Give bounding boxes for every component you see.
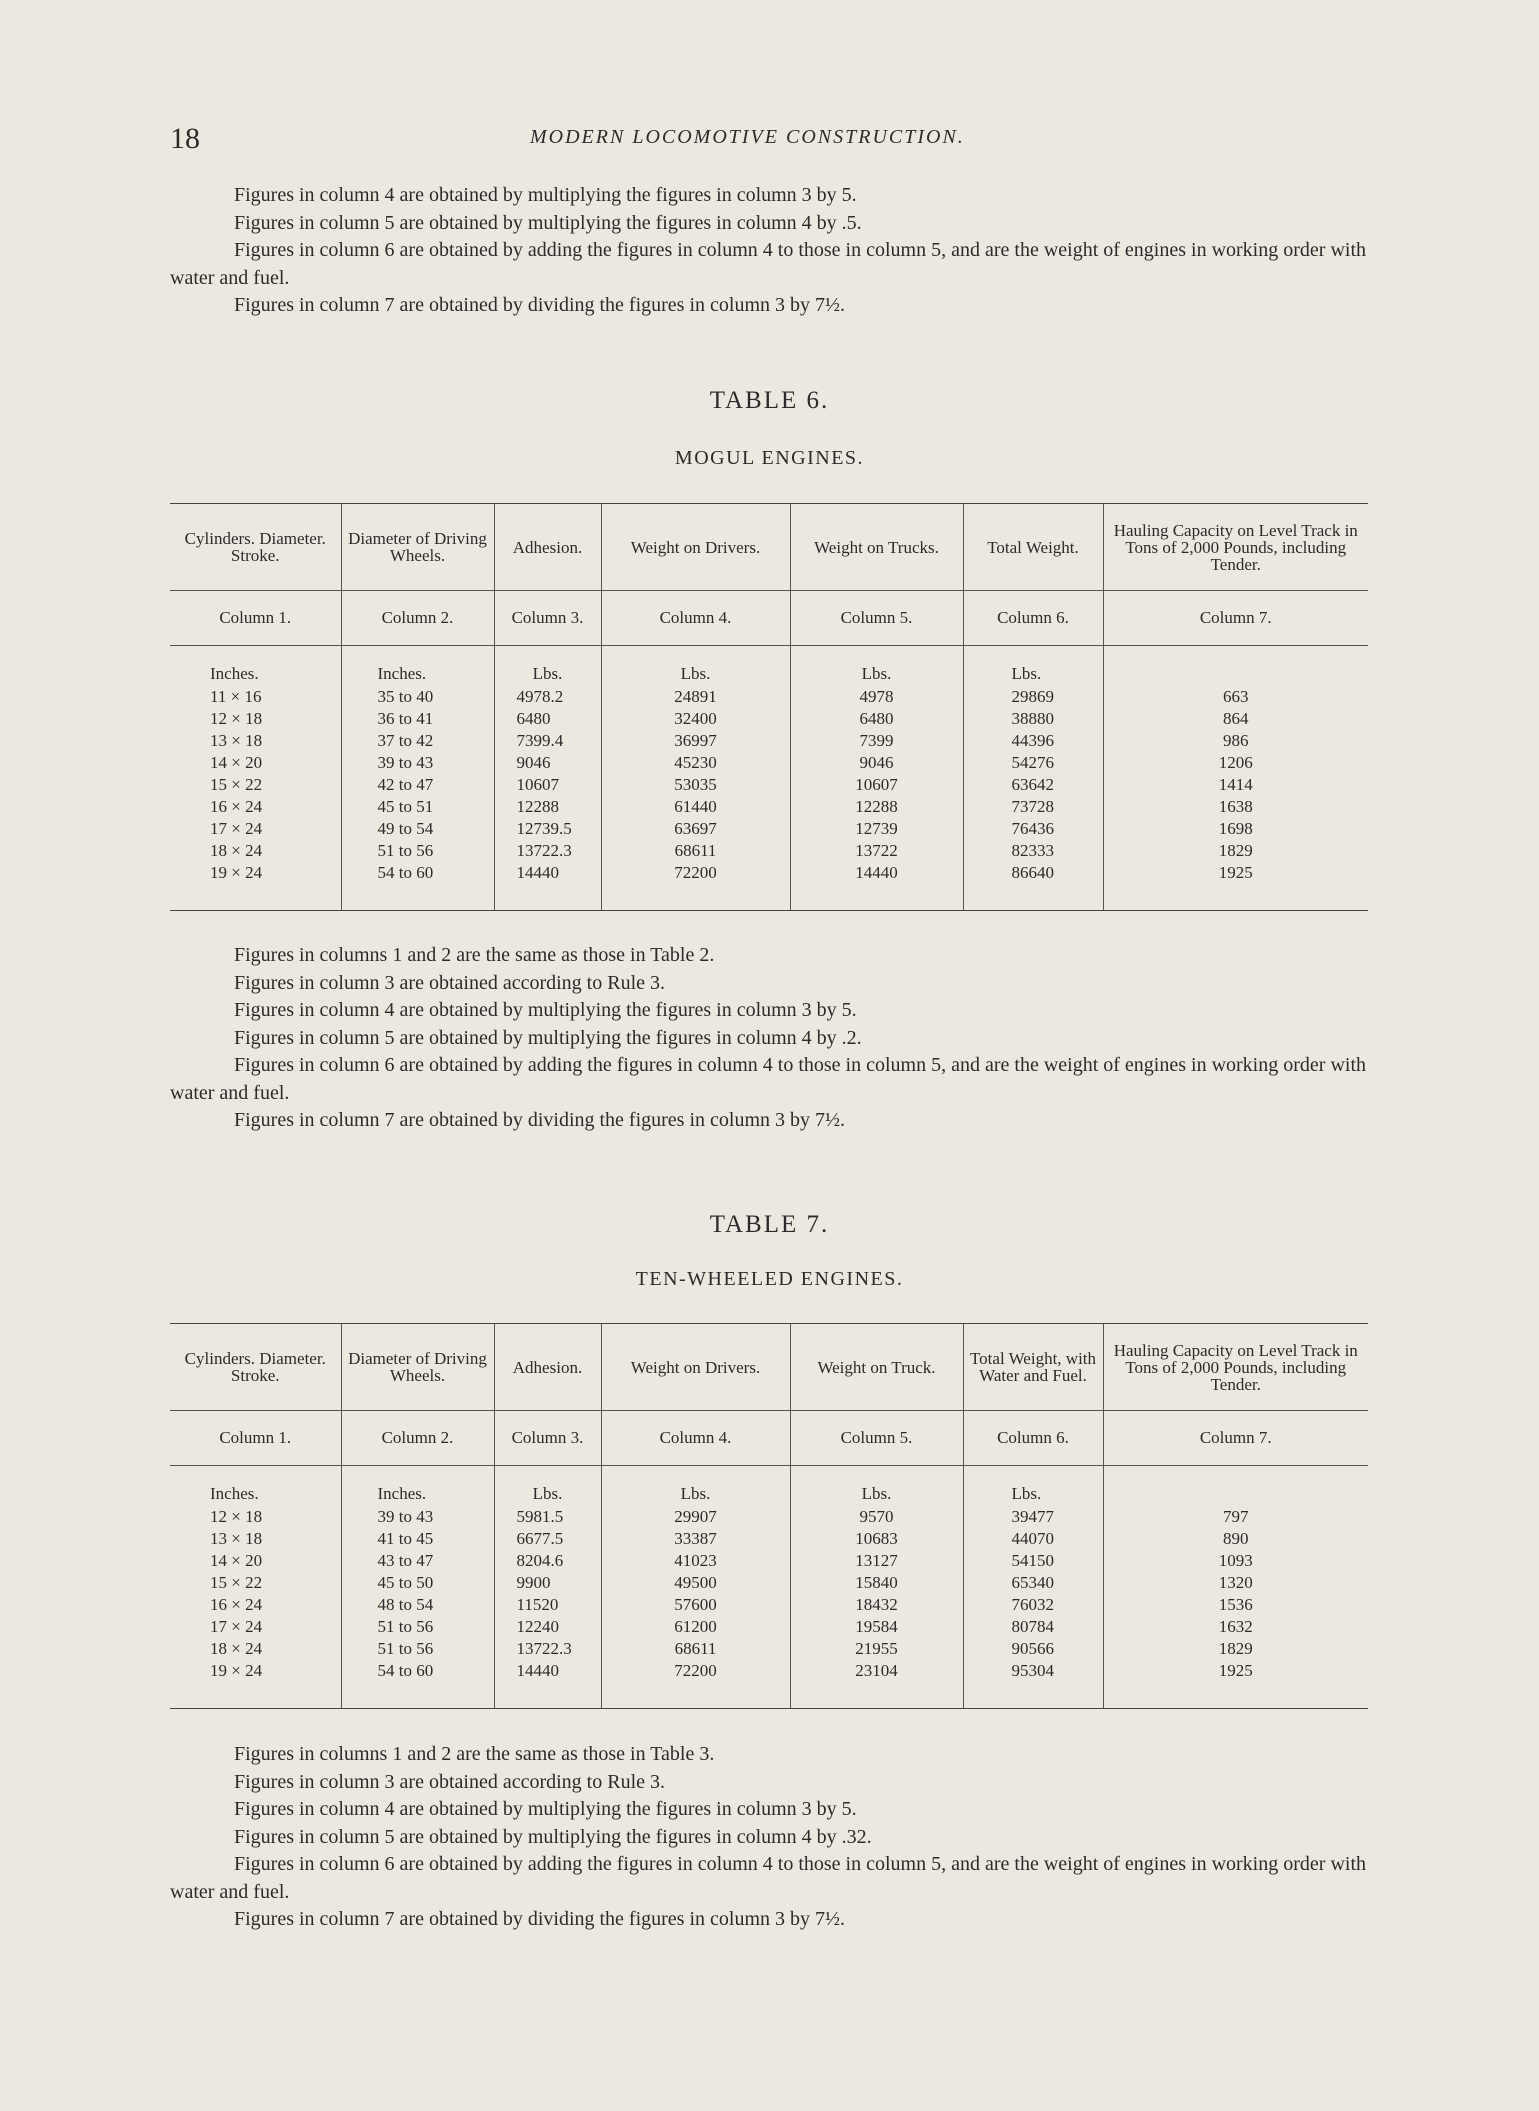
adhesion-cell: 9900 (494, 1572, 601, 1594)
total-weight-cell: 54276 (963, 752, 1103, 774)
driving-wheels-cell: 54 to 60 (341, 1660, 494, 1682)
table-row (170, 708, 1368, 730)
weight-truck-cell: 23104 (790, 1660, 963, 1682)
cylinders-cell: 14 × 20 (210, 1551, 263, 1570)
total-weight-cell: 95304 (963, 1660, 1103, 1682)
note-paragraph: Figures in column 4 are obtained by multiplying the figures in column 3 by 5. (234, 999, 857, 1021)
driving-wheels-cell: 42 to 47 (341, 774, 494, 796)
table-row (170, 862, 1368, 884)
weight-drivers-cell: 29907 (601, 1506, 790, 1528)
column-number: Column 6. (963, 1411, 1103, 1466)
unit-cell: Lbs. (790, 646, 963, 687)
table6-title: TABLE 6. (709, 387, 830, 414)
table-row (170, 774, 1368, 796)
hauling-capacity-cell: 1925 (1103, 1660, 1368, 1682)
table-footer-row (170, 884, 1368, 911)
units-row (170, 1466, 1368, 1507)
table-row (170, 1616, 1368, 1638)
table-row (170, 840, 1368, 862)
total-weight-cell: 39477 (963, 1506, 1103, 1528)
adhesion-cell: 6480 (494, 708, 601, 730)
weight-trucks-cell: 7399 (790, 730, 963, 752)
table6-subtitle: MOGUL ENGINES. (674, 447, 865, 469)
adhesion-cell: 13722.3 (494, 840, 601, 862)
cylinders-cell: 15 × 22 (210, 1573, 263, 1592)
adhesion-cell: 14440 (494, 1660, 601, 1682)
driving-wheels-cell: 39 to 43 (341, 1506, 494, 1528)
column-number: Column 2. (341, 1411, 494, 1466)
unit-cell (1103, 1466, 1368, 1507)
driving-wheels-cell: 48 to 54 (341, 1594, 494, 1616)
total-weight-cell: 29869 (963, 686, 1103, 708)
note-paragraph: Figures in column 6 are obtained by adding the figures in column 4 to those in column 5, and are the weight of engines in working order with water and fuel. (170, 239, 1366, 289)
table-footer-row (170, 1682, 1368, 1709)
total-weight-cell: 90566 (963, 1638, 1103, 1660)
intro-notes (170, 182, 1366, 320)
unit-cell: Lbs. (963, 1466, 1103, 1507)
weight-drivers-cell: 61200 (601, 1616, 790, 1638)
weight-drivers-cell: 72200 (601, 862, 790, 884)
weight-truck-cell: 19584 (790, 1616, 963, 1638)
note-paragraph: Figures in columns 1 and 2 are the same as those in Table 2. (234, 944, 715, 966)
total-weight-cell: 65340 (963, 1572, 1103, 1594)
total-weight-cell: 76436 (963, 818, 1103, 840)
hauling-capacity-cell: 1698 (1103, 818, 1368, 840)
header-cell: Hauling Capacity on Level Track in Tons of 2,000 Pounds, including Tender. (1103, 1324, 1368, 1411)
weight-trucks-cell: 12288 (790, 796, 963, 818)
table-row (170, 1638, 1368, 1660)
unit-cell: Lbs. (963, 646, 1103, 687)
table-header-row (170, 504, 1368, 591)
note-paragraph: Figures in column 7 are obtained by dividing the figures in column 3 by 7½. (234, 1908, 846, 1930)
header-cell: Weight on Truck. (790, 1324, 963, 1411)
note-paragraph: Figures in column 4 are obtained by multiplying the figures in column 3 by 5. (234, 184, 857, 206)
hauling-capacity-cell: 1925 (1103, 862, 1368, 884)
cylinders-cell: 12 × 18 (210, 1507, 263, 1526)
weight-trucks-cell: 12739 (790, 818, 963, 840)
driving-wheels-cell: 36 to 41 (341, 708, 494, 730)
total-weight-cell: 80784 (963, 1616, 1103, 1638)
column-number: Column 7. (1103, 1411, 1368, 1466)
adhesion-cell: 5981.5 (494, 1506, 601, 1528)
total-weight-cell: 54150 (963, 1550, 1103, 1572)
note-paragraph: Figures in column 5 are obtained by multiplying the figures in column 4 by .5. (234, 211, 862, 234)
adhesion-cell: 14440 (494, 862, 601, 884)
total-weight-cell: 63642 (963, 774, 1103, 796)
cylinders-cell: 19 × 24 (210, 863, 263, 882)
adhesion-cell: 13722.3 (494, 1638, 601, 1660)
cylinders-cell: 16 × 24 (210, 797, 263, 816)
table-header-row (170, 1324, 1368, 1411)
unit-cell: Lbs. (790, 1466, 963, 1507)
note-paragraph: Figures in column 7 are obtained by dividing the figures in column 3 by 7½. (234, 1109, 846, 1131)
table-row (170, 686, 1368, 708)
driving-wheels-cell: 51 to 56 (341, 1638, 494, 1660)
cylinders-cell: 15 × 22 (210, 775, 263, 794)
hauling-capacity-cell: 864 (1103, 708, 1368, 730)
driving-wheels-cell: 49 to 54 (341, 818, 494, 840)
note-paragraph: Figures in column 5 are obtained by multiplying the figures in column 4 by .32. (234, 1825, 872, 1848)
driving-wheels-cell: 51 to 56 (341, 1616, 494, 1638)
column-number: Column 5. (790, 1411, 963, 1466)
unit-cell: Inches. (210, 664, 259, 683)
hauling-capacity-cell: 663 (1103, 686, 1368, 708)
cylinders-cell: 19 × 24 (210, 1661, 263, 1680)
table7 (170, 1323, 1368, 1709)
weight-truck-cell: 21955 (790, 1638, 963, 1660)
hauling-capacity-cell: 1093 (1103, 1550, 1368, 1572)
header-cell: Diameter of Driving Wheels. (341, 1324, 494, 1411)
driving-wheels-cell: 45 to 51 (341, 796, 494, 818)
weight-drivers-cell: 36997 (601, 730, 790, 752)
column-number: Column 3. (494, 591, 601, 646)
adhesion-cell: 4978.2 (494, 686, 601, 708)
note-paragraph: Figures in column 3 are obtained according to Rule 3. (234, 1770, 666, 1793)
weight-drivers-cell: 49500 (601, 1572, 790, 1594)
weight-trucks-cell: 14440 (790, 862, 963, 884)
page-number: 18 (170, 122, 200, 155)
table7-subtitle: TEN-WHEELED ENGINES. (635, 1268, 904, 1290)
hauling-capacity-cell: 1206 (1103, 752, 1368, 774)
cylinders-cell: 14 × 20 (210, 753, 263, 772)
adhesion-cell: 9046 (494, 752, 601, 774)
driving-wheels-cell: 54 to 60 (341, 862, 494, 884)
total-weight-cell: 73728 (963, 796, 1103, 818)
weight-drivers-cell: 45230 (601, 752, 790, 774)
weight-drivers-cell: 57600 (601, 1594, 790, 1616)
header-cell: Weight on Drivers. (601, 504, 790, 591)
column-number: Column 7. (1103, 591, 1368, 646)
hauling-capacity-cell: 797 (1103, 1506, 1368, 1528)
table-row (170, 752, 1368, 774)
running-title: MODERN LOCOMOTIVE CONSTRUCTION. (530, 126, 965, 148)
total-weight-cell: 86640 (963, 862, 1103, 884)
hauling-capacity-cell: 1638 (1103, 796, 1368, 818)
weight-drivers-cell: 53035 (601, 774, 790, 796)
note-paragraph: Figures in column 3 are obtained according to Rule 3. (234, 971, 666, 994)
weight-drivers-cell: 68611 (601, 1638, 790, 1660)
weight-drivers-cell: 63697 (601, 818, 790, 840)
table-row (170, 730, 1368, 752)
hauling-capacity-cell: 1536 (1103, 1594, 1368, 1616)
page-header (170, 122, 1370, 162)
note-paragraph: Figures in column 7 are obtained by dividing the figures in column 3 by 7½. (234, 294, 846, 316)
column-number: Column 2. (341, 591, 494, 646)
column-number: Column 6. (963, 591, 1103, 646)
table-row (170, 818, 1368, 840)
unit-cell: Lbs. (601, 646, 790, 687)
total-weight-cell: 38880 (963, 708, 1103, 730)
adhesion-cell: 12288 (494, 796, 601, 818)
cylinders-cell: 12 × 18 (210, 709, 263, 728)
hauling-capacity-cell: 1414 (1103, 774, 1368, 796)
header-cell: Cylinders. Diameter. Stroke. (170, 504, 341, 591)
weight-drivers-cell: 68611 (601, 840, 790, 862)
header-cell: Weight on Drivers. (601, 1324, 790, 1411)
table-row (170, 1550, 1368, 1572)
header-cell: Total Weight. (963, 504, 1103, 591)
weight-trucks-cell: 13722 (790, 840, 963, 862)
note-paragraph: Figures in column 6 are obtained by adding the figures in column 4 to those in column 5, and are the weight of engines in working order with water and fuel. (170, 1054, 1366, 1104)
adhesion-cell: 10607 (494, 774, 601, 796)
weight-drivers-cell: 33387 (601, 1528, 790, 1550)
adhesion-cell: 11520 (494, 1594, 601, 1616)
adhesion-cell: 6677.5 (494, 1528, 601, 1550)
units-row (170, 646, 1368, 687)
cylinders-cell: 17 × 24 (210, 819, 263, 838)
adhesion-cell: 7399.4 (494, 730, 601, 752)
driving-wheels-cell: 51 to 56 (341, 840, 494, 862)
driving-wheels-cell: 41 to 45 (341, 1528, 494, 1550)
column-number: Column 3. (494, 1411, 601, 1466)
column-number: Column 4. (601, 1411, 790, 1466)
table6-notes (170, 942, 1366, 1135)
total-weight-cell: 44396 (963, 730, 1103, 752)
column-number: Column 5. (790, 591, 963, 646)
table-row (170, 1594, 1368, 1616)
hauling-capacity-cell: 1829 (1103, 840, 1368, 862)
weight-trucks-cell: 10607 (790, 774, 963, 796)
driving-wheels-cell: 39 to 43 (341, 752, 494, 774)
weight-trucks-cell: 6480 (790, 708, 963, 730)
weight-drivers-cell: 24891 (601, 686, 790, 708)
table-row (170, 1660, 1368, 1682)
unit-cell: Lbs. (601, 1466, 790, 1507)
driving-wheels-cell: 45 to 50 (341, 1572, 494, 1594)
table-row (170, 796, 1368, 818)
cylinders-cell: 16 × 24 (210, 1595, 263, 1614)
weight-truck-cell: 10683 (790, 1528, 963, 1550)
unit-cell: Lbs. (494, 1466, 601, 1507)
unit-cell: Inches. (341, 646, 494, 687)
driving-wheels-cell: 37 to 42 (341, 730, 494, 752)
table-row (170, 1528, 1368, 1550)
header-cell: Total Weight, with Water and Fuel. (963, 1324, 1103, 1411)
note-paragraph: Figures in column 4 are obtained by multiplying the figures in column 3 by 5. (234, 1798, 857, 1820)
weight-truck-cell: 13127 (790, 1550, 963, 1572)
note-paragraph: Figures in column 6 are obtained by adding the figures in column 4 to those in column 5, and are the weight of engines in working order with water and fuel. (170, 1853, 1366, 1903)
total-weight-cell: 44070 (963, 1528, 1103, 1550)
cylinders-cell: 13 × 18 (210, 731, 263, 750)
weight-trucks-cell: 9046 (790, 752, 963, 774)
total-weight-cell: 82333 (963, 840, 1103, 862)
header-cell: Adhesion. (494, 504, 601, 591)
unit-cell: Inches. (210, 1484, 259, 1503)
hauling-capacity-cell: 1320 (1103, 1572, 1368, 1594)
weight-drivers-cell: 72200 (601, 1660, 790, 1682)
driving-wheels-cell: 43 to 47 (341, 1550, 494, 1572)
weight-drivers-cell: 32400 (601, 708, 790, 730)
adhesion-cell: 12240 (494, 1616, 601, 1638)
note-paragraph: Figures in columns 1 and 2 are the same as those in Table 3. (234, 1743, 715, 1765)
column-number-row (170, 1411, 1368, 1466)
table-row (170, 1572, 1368, 1594)
cylinders-cell: 18 × 24 (210, 841, 263, 860)
weight-drivers-cell: 41023 (601, 1550, 790, 1572)
driving-wheels-cell: 35 to 40 (341, 686, 494, 708)
unit-cell (1103, 646, 1368, 687)
header-cell: Adhesion. (494, 1324, 601, 1411)
weight-drivers-cell: 61440 (601, 796, 790, 818)
header-cell: Diameter of Driving Wheels. (341, 504, 494, 591)
header-cell: Weight on Trucks. (790, 504, 963, 591)
column-number-row (170, 591, 1368, 646)
table-row (170, 1506, 1368, 1528)
note-paragraph: Figures in column 5 are obtained by multiplying the figures in column 4 by .2. (234, 1026, 862, 1049)
header-cell: Cylinders. Diameter. Stroke. (170, 1324, 341, 1411)
weight-truck-cell: 15840 (790, 1572, 963, 1594)
hauling-capacity-cell: 890 (1103, 1528, 1368, 1550)
cylinders-cell: 18 × 24 (210, 1639, 263, 1658)
unit-cell: Inches. (341, 1466, 494, 1507)
column-number: Column 4. (601, 591, 790, 646)
table7-title: TABLE 7. (709, 1211, 830, 1238)
column-number: Column 1. (170, 591, 341, 646)
cylinders-cell: 13 × 18 (210, 1529, 263, 1548)
weight-truck-cell: 18432 (790, 1594, 963, 1616)
column-number: Column 1. (170, 1411, 341, 1466)
header-cell: Hauling Capacity on Level Track in Tons of 2,000 Pounds, including Tender. (1103, 504, 1368, 591)
total-weight-cell: 76032 (963, 1594, 1103, 1616)
unit-cell: Lbs. (494, 646, 601, 687)
weight-trucks-cell: 4978 (790, 686, 963, 708)
weight-truck-cell: 9570 (790, 1506, 963, 1528)
cylinders-cell: 17 × 24 (210, 1617, 263, 1636)
adhesion-cell: 12739.5 (494, 818, 601, 840)
table6 (170, 503, 1368, 911)
cylinders-cell: 11 × 16 (210, 687, 262, 706)
hauling-capacity-cell: 1632 (1103, 1616, 1368, 1638)
table7-notes (170, 1741, 1366, 1934)
hauling-capacity-cell: 1829 (1103, 1638, 1368, 1660)
adhesion-cell: 8204.6 (494, 1550, 601, 1572)
hauling-capacity-cell: 986 (1103, 730, 1368, 752)
